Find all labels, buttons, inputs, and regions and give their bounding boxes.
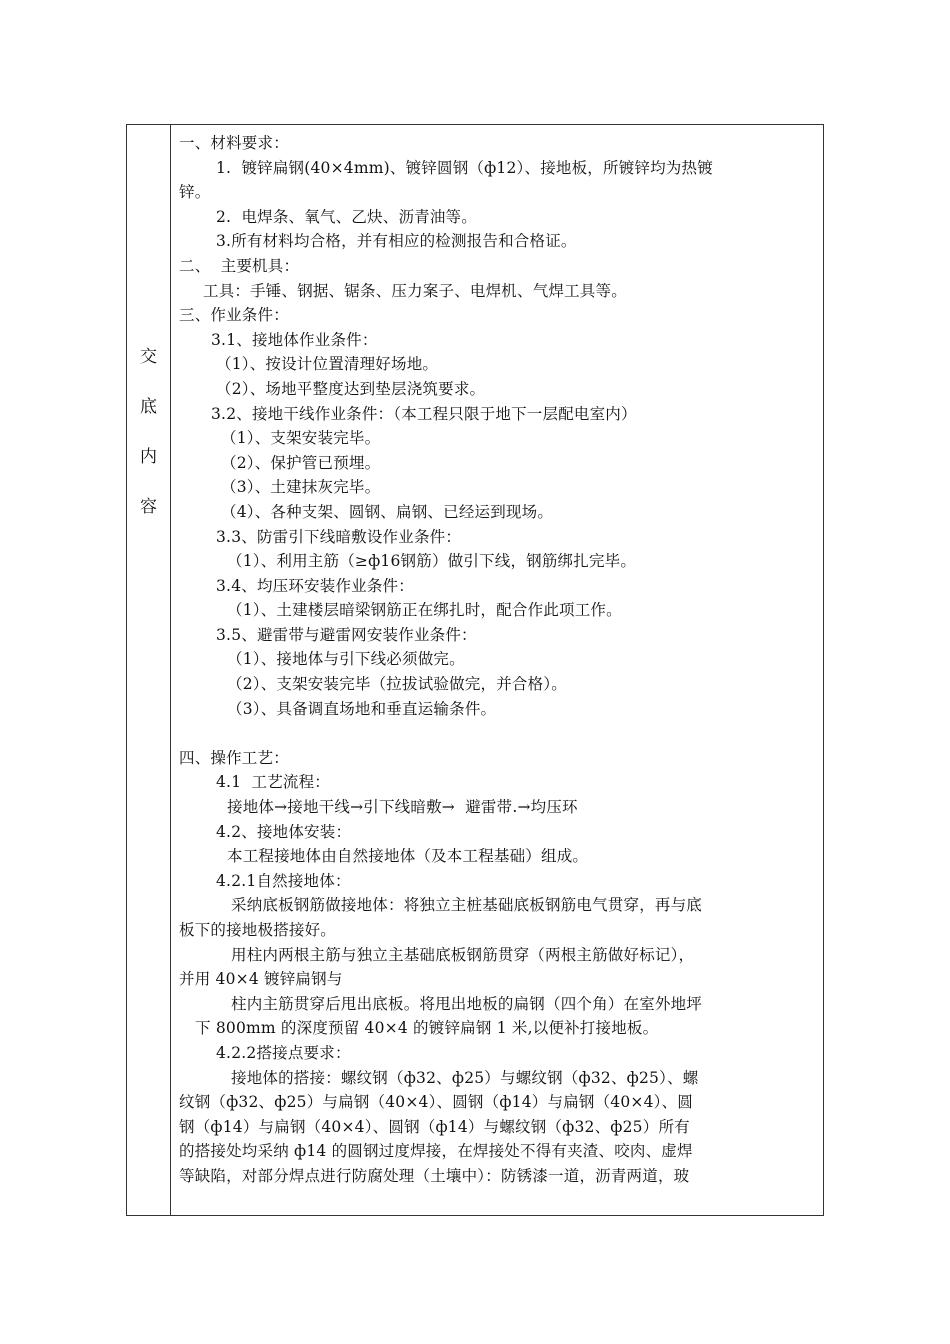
content-line: 柱内主筋贯穿后甩出底板。将甩出地板的扁钢（四个角）在室外地坪 (231, 994, 703, 1013)
content-line: （1）、按设计位置清理好场地。 (216, 355, 439, 374)
section-label-char: 底 (140, 397, 157, 417)
content-line: 3.5、避雷带与避雷网安装作业条件： (216, 625, 477, 644)
content-line: 接地体的搭接：螺纹钢（ф32、ф25）与螺纹钢（ф32、ф25）、螺 (231, 1068, 699, 1087)
content-line: （1）、支架安装完毕。 (221, 429, 381, 448)
disclosure-content (179, 131, 819, 1189)
content-line: 4.2、接地体安装： (216, 822, 352, 841)
content-line: 本工程接地体由自然接地体（及本工程基础）组成。 (227, 847, 589, 866)
blank-line (179, 721, 819, 746)
content-line: 工具：手锤、钢据、锯条、压力案子、电焊机、气焊工具等。 (203, 281, 627, 300)
content-line: 1. 镀锌扁钢(40×4mm)、镀锌圆钢（ф12）、接地板，所镀锌均为热镀 (216, 158, 713, 177)
column-divider (170, 125, 171, 1215)
content-line: （4）、各种支架、圆钢、扁钢、已经运到现场。 (221, 502, 554, 521)
content-line: 三、作业条件： (179, 306, 289, 325)
content-line: （2）、支架安装完毕（拉拔试验做完，并合格）。 (227, 675, 567, 694)
content-line: 接地体→接地干线→引下线暗敷→ 避雷带.→均压环 (227, 798, 578, 817)
content-line: 3.3、防雷引下线暗敷设作业条件： (216, 527, 462, 546)
content-line: （3）、具备调直场地和垂直运输条件。 (227, 699, 497, 718)
content-line: 3.1、接地体作业条件： (211, 330, 378, 349)
content-line: （1）、接地体与引下线必须做完。 (227, 650, 465, 669)
content-line: 二、 主要机具： (179, 256, 300, 275)
content-line: 板下的接地极搭接好。 (179, 921, 337, 939)
section-label-char: 交 (140, 347, 157, 367)
content-line: 采纳底板钢筋做接地体：将独立主桩基础底板钢筋电气贯穿，再与底 (231, 896, 703, 915)
disclosure-table (126, 124, 824, 1216)
content-line: （3）、土建抹灰完毕。 (221, 478, 381, 497)
content-line: 3.4、均压环安装作业条件： (216, 576, 414, 595)
content-line: 4.2.2搭接点要求： (216, 1043, 351, 1062)
content-line: 并用 40×4 镀锌扁钢与 (179, 970, 343, 989)
content-line: 的搭接处均采纳 ф14 的圆钢过度焊接，在焊接处不得有夹渣、咬肉、虚焊 (179, 1142, 693, 1161)
content-line: （2）、场地平整度达到垫层浇筑要求。 (216, 379, 486, 398)
content-line: 4.2.1自然接地体： (216, 871, 351, 890)
content-line: （1）、利用主筋（≥ф16钢筋）做引下线，钢筋绑扎完毕。 (227, 552, 637, 571)
content-line: （2）、保护管已预埋。 (221, 453, 381, 472)
content-line: 锌。 (179, 183, 211, 202)
content-line: 钢（ф14）与扁钢（40×4）、圆钢（ф14）与螺纹钢（ф32、ф25）所有 (179, 1117, 690, 1136)
content-line: 四、操作工艺： (179, 748, 289, 767)
content-line: 3.2、接地干线作业条件：（本工程只限于地下一层配电室内） (211, 404, 637, 423)
content-line: 4.1 工艺流程： (216, 773, 331, 792)
section-label-char: 容 (140, 497, 157, 517)
content-line: 一、材料要求： (179, 134, 289, 152)
content-line: 下 800mm 的深度预留 40×4 的镀锌扁钢 1 米,以便补打接地板。 (195, 1019, 659, 1038)
section-label-char: 内 (140, 447, 157, 467)
content-line: 纹钢（ф32、ф25）与扁钢（40×4）、圆钢（ф14）与扁钢（40×4）、圆 (179, 1093, 694, 1112)
section-label-column (127, 125, 170, 1215)
content-line: 3.所有材料均合格，并有相应的检测报告和合格证。 (216, 232, 577, 251)
content-line: （1）、土建楼层暗梁钢筋正在绑扎时，配合作此项工作。 (227, 601, 622, 620)
content-line: 用柱内两根主筋与独立主基础底板钢筋贯穿（两根主筋做好标记）， (231, 945, 695, 964)
content-line: 等缺陷，对部分焊点进行防腐处理（土壤中）：防锈漆一道，沥青两道，玻 (179, 1166, 690, 1185)
content-line: 2. 电焊条、氧气、乙炔、沥青油等。 (216, 207, 477, 226)
